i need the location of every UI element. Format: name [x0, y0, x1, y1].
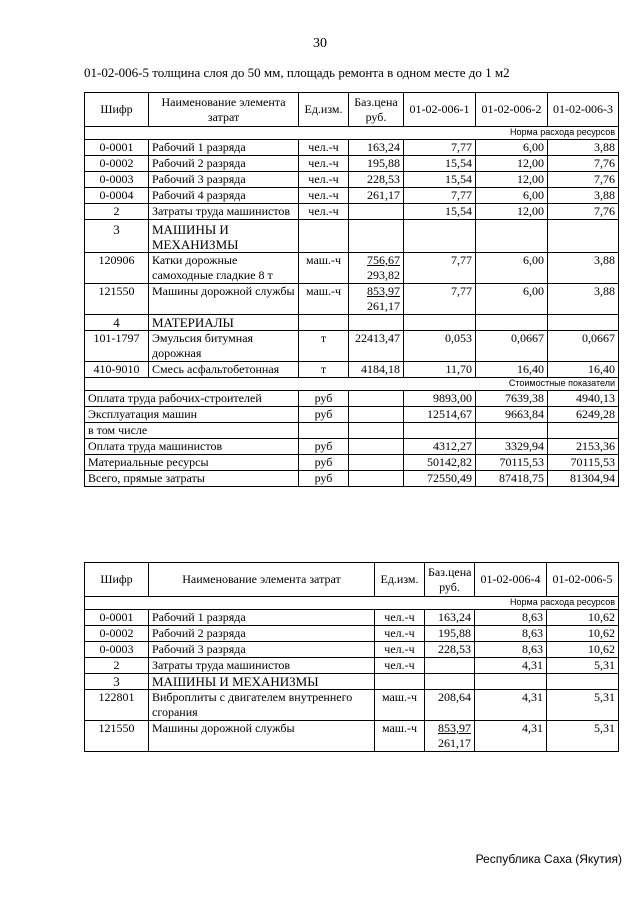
row-unit: чел.-ч [299, 156, 349, 172]
cost-unit: руб [299, 439, 349, 455]
row-value-3: 7,76 [548, 156, 619, 172]
cost-price-blank [349, 423, 404, 439]
table-row [85, 204, 619, 220]
row-unit: маш.-ч [375, 690, 425, 721]
row-value-2: 5,31 [547, 721, 619, 752]
cost-label: Стоимостные показатели [85, 378, 619, 391]
cost-value-3: 4940,13 [548, 391, 619, 407]
row-price: 22413,47 [349, 331, 404, 362]
row-code: 2 [85, 204, 149, 220]
cost-name: в том числе [85, 423, 299, 439]
row-code: 0-0004 [85, 188, 149, 204]
row-name: Рабочий 4 разряда [149, 188, 299, 204]
table-row [85, 690, 619, 721]
resource-table-2 [84, 562, 619, 752]
row-value-1: 7,77 [404, 253, 476, 284]
cost-value-3 [548, 423, 619, 439]
row-price: 228,53 [349, 172, 404, 188]
cost-row [85, 407, 619, 423]
col-header-variant-5: 01-02-006-5 [547, 563, 619, 597]
cost-price-blank [349, 391, 404, 407]
price-base: 853,97 [367, 284, 400, 298]
col-header-code: Шифр [85, 93, 149, 127]
row-price [349, 253, 404, 284]
cost-value-2: 9663,84 [476, 407, 548, 423]
page-number: 30 [313, 36, 327, 51]
row-code: 121550 [85, 284, 149, 315]
row-value-2: 5,31 [547, 690, 619, 721]
row-value-2: 10,62 [547, 610, 619, 626]
cost-value-1: 4312,27 [404, 439, 476, 455]
row-price [349, 284, 404, 315]
cost-row [85, 423, 619, 439]
cost-name: Оплата труда машинистов [85, 439, 299, 455]
section-code: 3 [85, 220, 149, 253]
section-row [85, 315, 619, 331]
col-header-name: Наименование элемента затрат [149, 563, 375, 597]
row-price: 163,24 [349, 140, 404, 156]
cost-name: Эксплуатация машин [85, 407, 299, 423]
table-row [85, 362, 619, 378]
row-value-3: 3,88 [548, 140, 619, 156]
col-header-price: Баз.цена руб. [349, 93, 404, 127]
cost-value-1 [404, 423, 476, 439]
table-row [85, 140, 619, 156]
row-value-2: 0,0667 [476, 331, 548, 362]
table-row [85, 188, 619, 204]
row-name: Катки дорожные самоходные гладкие 8 т [149, 253, 299, 284]
row-value-1: 4,31 [475, 690, 547, 721]
row-name: Виброплиты с двигателем внутреннего сгорания [149, 690, 375, 721]
col-header-variant-3: 01-02-006-3 [548, 93, 619, 127]
row-price [349, 204, 404, 220]
row-code: 120906 [85, 253, 149, 284]
cost-value-2: 70115,53 [476, 455, 548, 471]
section-code: 4 [85, 315, 149, 331]
row-code: 101-1797 [85, 331, 149, 362]
row-code: 121550 [85, 721, 149, 752]
row-name: Эмульсия битумная дорожная [149, 331, 299, 362]
row-code: 122801 [85, 690, 149, 721]
row-value-2: 12,00 [476, 204, 548, 220]
row-unit: маш.-ч [299, 253, 349, 284]
row-name: Рабочий 1 разряда [149, 610, 375, 626]
norm-label-row [85, 597, 619, 610]
table-row [85, 721, 619, 752]
cost-row [85, 391, 619, 407]
section-code: 3 [85, 674, 149, 690]
section-row [85, 220, 619, 253]
col-header-code: Шифр [85, 563, 149, 597]
row-value-2: 10,62 [547, 626, 619, 642]
row-value-3: 0,0667 [548, 331, 619, 362]
cost-value-3: 6249,28 [548, 407, 619, 423]
row-value-1: 15,54 [404, 204, 476, 220]
cost-value-1: 50142,82 [404, 455, 476, 471]
col-header-variant-4: 01-02-006-4 [475, 563, 547, 597]
row-unit: чел.-ч [375, 642, 425, 658]
col-header-name: Наименование элемента затрат [149, 93, 299, 127]
cost-value-3: 70115,53 [548, 455, 619, 471]
row-value-1: 15,54 [404, 172, 476, 188]
table-row [85, 284, 619, 315]
row-name: Затраты труда машинистов [149, 204, 299, 220]
cost-price-blank [349, 471, 404, 487]
cost-value-1: 9893,00 [404, 391, 476, 407]
cost-value-3: 2153,36 [548, 439, 619, 455]
cost-value-3: 81304,94 [548, 471, 619, 487]
table-row [85, 642, 619, 658]
cost-value-2: 3329,94 [476, 439, 548, 455]
row-value-1: 7,77 [404, 140, 476, 156]
row-value-1: 8,63 [475, 642, 547, 658]
cost-unit: руб [299, 455, 349, 471]
cost-value-2: 7639,38 [476, 391, 548, 407]
row-unit: т [299, 331, 349, 362]
col-header-price: Баз.цена руб. [425, 563, 475, 597]
price-base: 756,67 [367, 253, 400, 267]
price-base: 853,97 [438, 721, 471, 735]
cost-unit: руб [299, 391, 349, 407]
row-value-1: 11,70 [404, 362, 476, 378]
row-value-2: 6,00 [476, 253, 548, 284]
cost-price-blank [349, 439, 404, 455]
cost-price-blank [349, 455, 404, 471]
cost-name: Материальные ресурсы [85, 455, 299, 471]
col-header-variant-2: 01-02-006-2 [476, 93, 548, 127]
table-header-row [85, 563, 619, 597]
cost-label-row [85, 378, 619, 391]
row-value-2: 6,00 [476, 284, 548, 315]
row-code: 410-9010 [85, 362, 149, 378]
row-code: 0-0003 [85, 172, 149, 188]
row-name: Рабочий 1 разряда [149, 140, 299, 156]
section-title: МАТЕРИАЛЫ [149, 315, 299, 331]
cost-value-1: 12514,67 [404, 407, 476, 423]
cost-name: Всего, прямые затраты [85, 471, 299, 487]
row-price: 195,88 [349, 156, 404, 172]
cost-value-1: 72550,49 [404, 471, 476, 487]
row-value-1: 4,31 [475, 658, 547, 674]
section-row [85, 674, 619, 690]
row-name: Рабочий 3 разряда [149, 172, 299, 188]
row-value-2: 10,62 [547, 642, 619, 658]
row-value-3: 3,88 [548, 284, 619, 315]
row-value-3: 7,76 [548, 204, 619, 220]
row-price: 261,17 [349, 188, 404, 204]
cost-unit: руб [299, 471, 349, 487]
table-row [85, 610, 619, 626]
row-value-2: 6,00 [476, 140, 548, 156]
row-value-1: 8,63 [475, 626, 547, 642]
row-unit: чел.-ч [299, 204, 349, 220]
price-wages: 261,17 [438, 736, 471, 750]
col-header-variant-1: 01-02-006-1 [404, 93, 476, 127]
col-header-unit: Ед.изм. [375, 563, 425, 597]
row-name: Машины дорожной службы [149, 721, 375, 752]
cost-unit [299, 423, 349, 439]
row-value-2: 12,00 [476, 172, 548, 188]
resource-table-1 [84, 92, 619, 487]
row-value-2: 12,00 [476, 156, 548, 172]
cost-value-2: 87418,75 [476, 471, 548, 487]
cost-value-2 [476, 423, 548, 439]
cost-row [85, 455, 619, 471]
row-code: 0-0001 [85, 140, 149, 156]
section-title: МАШИНЫ И МЕХАНИЗМЫ [149, 220, 299, 253]
row-price: 163,24 [425, 610, 475, 626]
row-unit: маш.-ч [299, 284, 349, 315]
row-unit: чел.-ч [299, 172, 349, 188]
row-value-2: 16,40 [476, 362, 548, 378]
cost-name: Оплата труда рабочих-строителей [85, 391, 299, 407]
row-name: Смесь асфальтобетонная [149, 362, 299, 378]
row-value-3: 16,40 [548, 362, 619, 378]
row-value-3: 3,88 [548, 188, 619, 204]
row-price [425, 658, 475, 674]
cost-row [85, 439, 619, 455]
norm-label-row [85, 127, 619, 140]
row-name: Рабочий 3 разряда [149, 642, 375, 658]
norm-label: Норма расхода ресурсов [85, 127, 619, 140]
row-price: 228,53 [425, 642, 475, 658]
row-code: 0-0003 [85, 642, 149, 658]
norm-label: Норма расхода ресурсов [85, 597, 619, 610]
col-header-unit: Ед.изм. [299, 93, 349, 127]
row-price [425, 721, 475, 752]
cost-unit: руб [299, 407, 349, 423]
cost-price-blank [349, 407, 404, 423]
table-header-row [85, 93, 619, 127]
row-value-1: 7,77 [404, 284, 476, 315]
row-value-2: 5,31 [547, 658, 619, 674]
row-unit: т [299, 362, 349, 378]
table-row [85, 172, 619, 188]
section-title: МАШИНЫ И МЕХАНИЗМЫ [149, 674, 375, 690]
price-wages: 293,82 [367, 268, 400, 282]
row-name: Машины дорожной службы [149, 284, 299, 315]
row-value-3: 7,76 [548, 172, 619, 188]
row-unit: чел.-ч [375, 626, 425, 642]
row-value-3: 3,88 [548, 253, 619, 284]
row-value-1: 15,54 [404, 156, 476, 172]
table-row [85, 156, 619, 172]
table-row [85, 658, 619, 674]
row-code: 0-0001 [85, 610, 149, 626]
table-row [85, 331, 619, 362]
row-unit: маш.-ч [375, 721, 425, 752]
price-wages: 261,17 [367, 299, 400, 313]
price-base: 208,64 [438, 690, 471, 704]
row-value-1: 8,63 [475, 610, 547, 626]
row-name: Затраты труда машинистов [149, 658, 375, 674]
cost-row [85, 471, 619, 487]
section-heading: 01-02-006-5 толщина слоя до 50 мм, площадь ремонта в одном месте до 1 м2 [84, 65, 510, 80]
row-unit: чел.-ч [375, 610, 425, 626]
row-unit: чел.-ч [299, 140, 349, 156]
row-value-2: 6,00 [476, 188, 548, 204]
table-row [85, 626, 619, 642]
row-unit: чел.-ч [299, 188, 349, 204]
row-value-1: 7,77 [404, 188, 476, 204]
row-unit: чел.-ч [375, 658, 425, 674]
row-code: 0-0002 [85, 156, 149, 172]
row-value-1: 0,053 [404, 331, 476, 362]
row-price: 4184,18 [349, 362, 404, 378]
row-price [425, 690, 475, 721]
region-footer: Республика Саха (Якутия) [475, 852, 622, 866]
row-code: 2 [85, 658, 149, 674]
table-row [85, 253, 619, 284]
row-code: 0-0002 [85, 626, 149, 642]
row-name: Рабочий 2 разряда [149, 156, 299, 172]
row-value-1: 4,31 [475, 721, 547, 752]
row-price: 195,88 [425, 626, 475, 642]
row-name: Рабочий 2 разряда [149, 626, 375, 642]
